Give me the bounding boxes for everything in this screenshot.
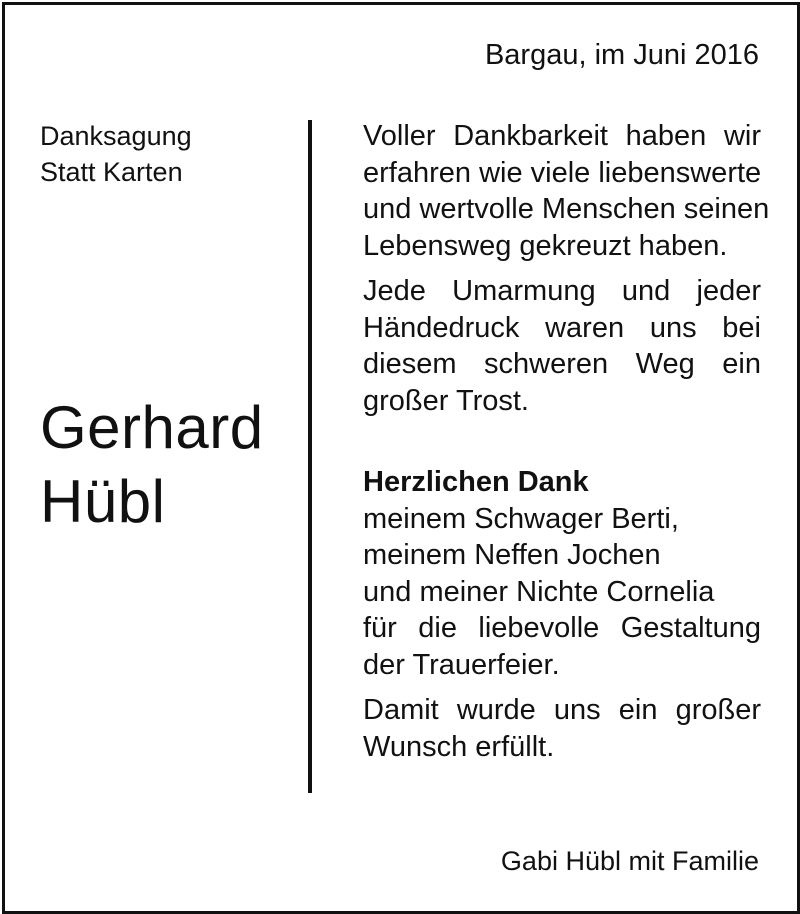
text-line: diesem schweren Weg ein [363,348,761,380]
text-line: der Trauerfeier. [363,648,560,681]
text-line: Händedruck waren uns bei [363,311,761,344]
notice-type-line: Statt Karten [40,157,183,187]
text-line: meinem Schwager Berti, [363,502,679,535]
vertical-divider [308,120,312,793]
text-line: großer Trost. [363,384,529,417]
notice-frame [2,2,800,914]
text-line: Jede Umarmung und jeder [363,275,761,307]
text-line: Wunsch erfüllt. [363,730,555,763]
deceased-first-name: Gerhard [40,394,264,461]
deceased-name [40,391,264,539]
text-line: und wertvolle Menschen seinen [363,193,770,225]
text-line: Voller Dankbarkeit haben wir [363,120,761,152]
paragraph-gratitude [363,118,770,264]
text-line: Lebensweg gekreuzt haben. [363,229,728,262]
signature: Gabi Hübl mit Familie [500,846,759,876]
text-line: und meiner Nichte Cornelia [363,575,715,608]
paragraph-thanks [363,464,761,683]
text-line: Damit wurde uns ein großer [363,694,761,726]
text-line: für die liebevolle Gestaltung [363,612,761,644]
text-line: erfahren wie viele liebenswerte [363,156,762,189]
date-line: Bargau, im Juni 2016 [484,39,759,71]
deceased-last-name: Hübl [40,468,166,535]
text-line: meinem Neffen Jochen [363,539,661,571]
paragraph-wish [363,692,761,765]
thanks-heading: Herzlichen Dank [363,466,589,498]
paragraph-comfort [363,273,761,419]
thanks-text [363,118,770,765]
notice-type-line: Danksagung [40,121,192,151]
notice-type [40,118,192,190]
